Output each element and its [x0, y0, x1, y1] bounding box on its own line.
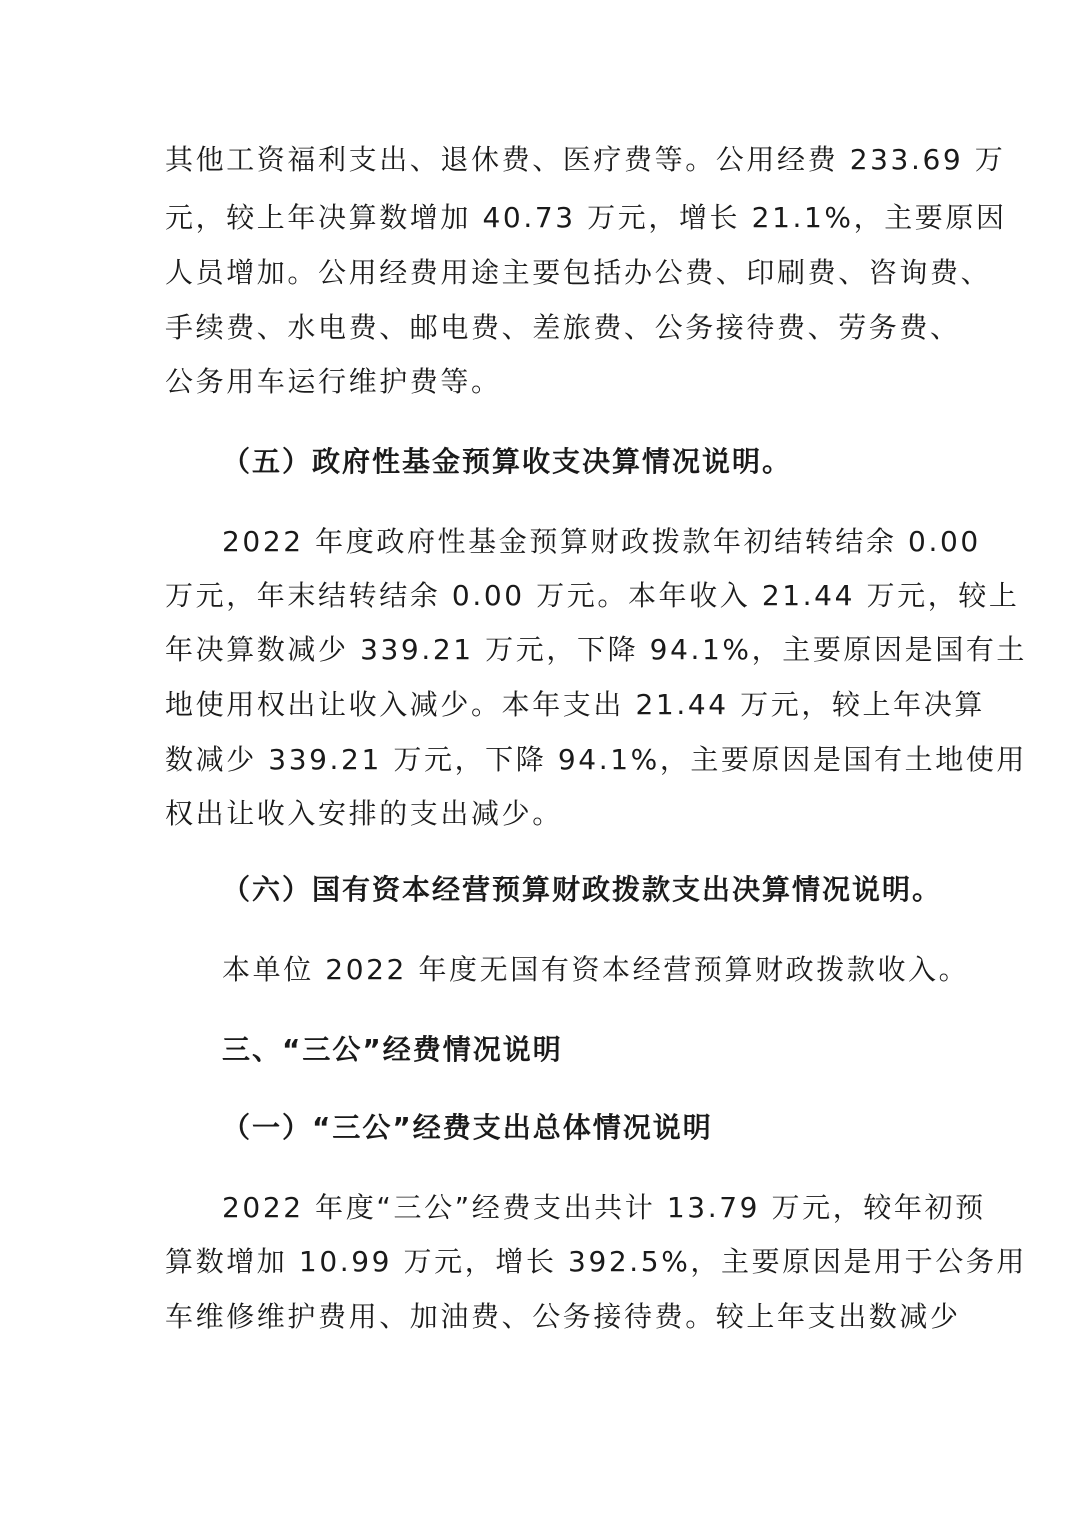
section-heading: （一）“三公”经费支出总体情况说明	[222, 1111, 713, 1144]
paragraph-line: 数减少 339.21 万元，下降 94.1%，主要原因是国有土地使用	[165, 743, 1028, 776]
paragraph-line: 其他工资福利支出、退休费、医疗费等。公用经费 233.69 万	[165, 143, 1006, 176]
section-title: 三、“三公”经费情况说明	[222, 1033, 563, 1066]
paragraph-line: 本单位 2022 年度无国有资本经营预算财政拨款收入。	[222, 953, 970, 986]
paragraph-line: 2022 年度“三公”经费支出共计 13.79 万元，较年初预	[222, 1191, 986, 1224]
paragraph-line: 人员增加。公用经费用途主要包括办公费、印刷费、咨询费、	[165, 256, 992, 289]
paragraph-line: 年决算数减少 339.21 万元，下降 94.1%，主要原因是国有土	[165, 633, 1028, 666]
paragraph-line: 地使用权出让收入减少。本年支出 21.44 万元，较上年决算	[165, 688, 985, 721]
section-heading: （五）政府性基金预算收支决算情况说明。	[222, 445, 793, 478]
paragraph-line: 元，较上年决算数增加 40.73 万元，增长 21.1%，主要原因	[165, 201, 1007, 234]
paragraph-line: 车维修维护费用、加油费、公务接待费。较上年支出数减少	[165, 1300, 961, 1333]
paragraph-line: 手续费、水电费、邮电费、差旅费、公务接待费、劳务费、	[165, 311, 961, 344]
paragraph-line: 万元，年末结转结余 0.00 万元。本年收入 21.44 万元，较上	[165, 579, 1020, 612]
section-heading: （六）国有资本经营预算财政拨款支出决算情况说明。	[222, 873, 943, 906]
paragraph-line: 算数增加 10.99 万元，增长 392.5%，主要原因是用于公务用	[165, 1245, 1028, 1278]
paragraph-line: 公务用车运行维护费等。	[165, 365, 502, 398]
paragraph-line: 2022 年度政府性基金预算财政拨款年初结转结余 0.00	[222, 525, 981, 558]
paragraph-line: 权出让收入安排的支出减少。	[165, 797, 563, 830]
